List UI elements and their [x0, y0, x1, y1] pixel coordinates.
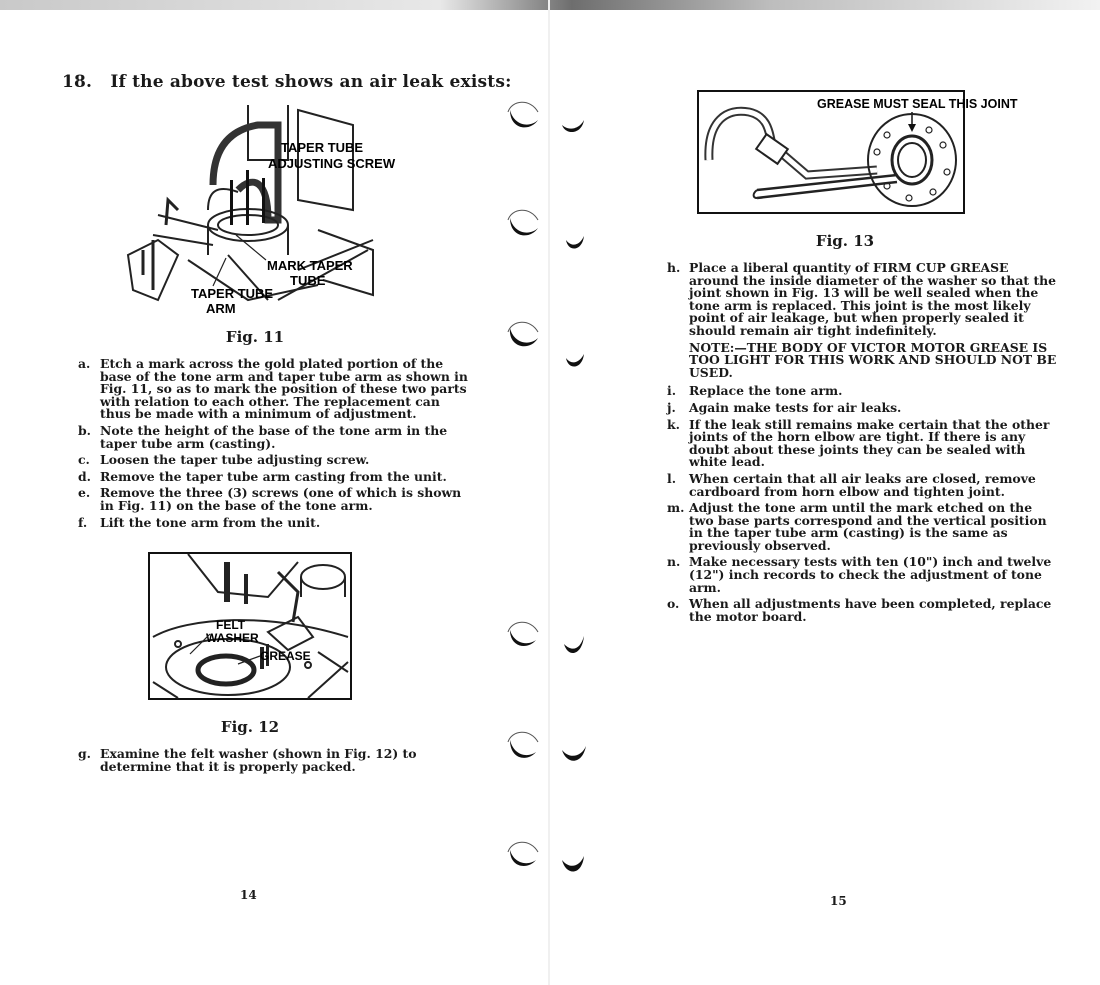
step-l — [667, 470, 1059, 499]
fig-12-illustration — [148, 552, 352, 700]
section-heading — [62, 72, 512, 92]
step-text: When all adjustments have been completed, replace the motor board. — [689, 596, 1052, 624]
step-g-block — [78, 748, 470, 777]
fig11-label-adjusting-2: ADJUSTING SCREW — [268, 156, 396, 171]
step-letter: e. — [78, 485, 91, 501]
fig11-label-arm-2: ARM — [206, 301, 236, 316]
steps-h-to-o — [667, 262, 1059, 627]
fig-13-illustration — [697, 90, 1018, 214]
step-e — [78, 487, 470, 512]
step-letter: n. — [667, 554, 681, 570]
grease-note: NOTE:—THE BODY OF VICTOR MOTOR GREASE IS TOO LIGHT FOR THIS WORK AND SHOULD NOT BE USED. — [689, 339, 1057, 380]
step-letter: g. — [78, 746, 91, 761]
step-text: Place a liberal quantity of FIRM CUP GREASE around the inside diameter of the washer so that the joint shown in Fig. 13 will be well sealed when the tone arm is replaced. This joint is the most likely point of air leakage, but when properly sealed it should remain air tight indefinitely. — [689, 260, 1057, 338]
step-letter: b. — [78, 422, 91, 438]
step-letter: h. — [667, 260, 681, 275]
step-m — [667, 502, 1059, 552]
step-text: Loosen the taper tube adjusting screw. — [100, 452, 370, 468]
step-g — [78, 748, 470, 773]
step-text: When certain that all air leaks are closed, remove cardboard from horn elbow and tighten joint. — [689, 470, 1036, 499]
step-letter: l. — [667, 470, 677, 486]
page-number-left: 14 — [240, 888, 257, 902]
fig13-label: GREASE MUST SEAL THIS JOINT — [817, 97, 1018, 111]
step-text: Replace the tone arm. — [689, 383, 843, 399]
page-number-right: 15 — [830, 894, 847, 908]
step-n — [667, 556, 1059, 594]
step-text: Etch a mark across the gold plated portion of the base of the tone arm and taper tube arm as shown in Fig. 11, so as to mark the position of these two parts with relation to each other. The replacement can thus be made with a minimum of adjustment. — [100, 356, 468, 422]
step-text: Remove the taper tube arm casting from the unit. — [100, 468, 447, 484]
section-title: If the above test shows an air leak exists: — [110, 72, 512, 92]
step-letter: a. — [78, 356, 91, 371]
fig11-label-arm-1: TAPER TUBE — [191, 286, 274, 301]
step-f — [78, 514, 470, 530]
step-letter: k. — [667, 416, 680, 432]
binder-holes — [500, 100, 600, 900]
step-j — [667, 399, 1059, 415]
fig12-label-grease: GREASE — [260, 649, 311, 663]
step-h — [667, 262, 1059, 338]
step-letter: d. — [78, 468, 91, 484]
step-text: Again make tests for air leaks. — [689, 399, 902, 415]
step-text: Adjust the tone arm until the mark etched on the two base parts correspond and the vertical position in the taper tube arm (casting) is the same as previously observed. — [689, 500, 1047, 553]
step-b — [78, 422, 470, 451]
step-letter: o. — [667, 596, 680, 612]
fig-13-caption: Fig. 13 — [815, 232, 875, 250]
step-text: Make necessary tests with ten (10") inch and twelve (12") inch records to check the adjustment of tone arm. — [689, 554, 1052, 595]
step-letter: j. — [667, 399, 676, 415]
step-text: Note the height of the base of the tone arm in the taper tube arm (casting). — [100, 422, 448, 451]
step-o — [667, 598, 1059, 623]
fig-12-caption: Fig. 12 — [220, 718, 280, 736]
step-text: Examine the felt washer (shown in Fig. 12) to determine that it is properly packed. — [100, 746, 417, 774]
fig12-label-felt-2: WASHER — [206, 631, 259, 645]
step-letter: f. — [78, 514, 88, 530]
step-letter: c. — [78, 452, 90, 468]
step-d — [78, 468, 470, 484]
step-text: If the leak still remains make certain that the other joints of the horn elbow are tight. If there is any doubt about these joints they can be sealed with white lead. — [689, 416, 1050, 470]
step-text: Lift the tone arm from the unit. — [100, 514, 321, 530]
scan-top-edge — [0, 0, 1100, 10]
step-letter: i. — [667, 383, 677, 399]
fig-11-caption: Fig. 11 — [225, 328, 285, 346]
step-i — [667, 385, 1059, 398]
step-a — [78, 358, 470, 421]
fig12-label-felt-1: FELT — [216, 618, 246, 632]
steps-a-to-f — [78, 358, 470, 533]
section-number: 18. — [62, 72, 93, 92]
step-letter: m. — [667, 500, 685, 516]
step-c — [78, 454, 470, 467]
fig11-label-adjusting-1: TAPER TUBE — [281, 140, 364, 155]
step-text: Remove the three (3) screws (one of which is shown in Fig. 11) on the base of the tone arm. — [100, 485, 462, 513]
fig11-label-mark-1: MARK TAPER — [267, 258, 353, 273]
fig-11-illustration — [118, 100, 396, 325]
fig11-label-mark-2: TUBE — [290, 273, 326, 288]
step-k — [667, 416, 1059, 470]
